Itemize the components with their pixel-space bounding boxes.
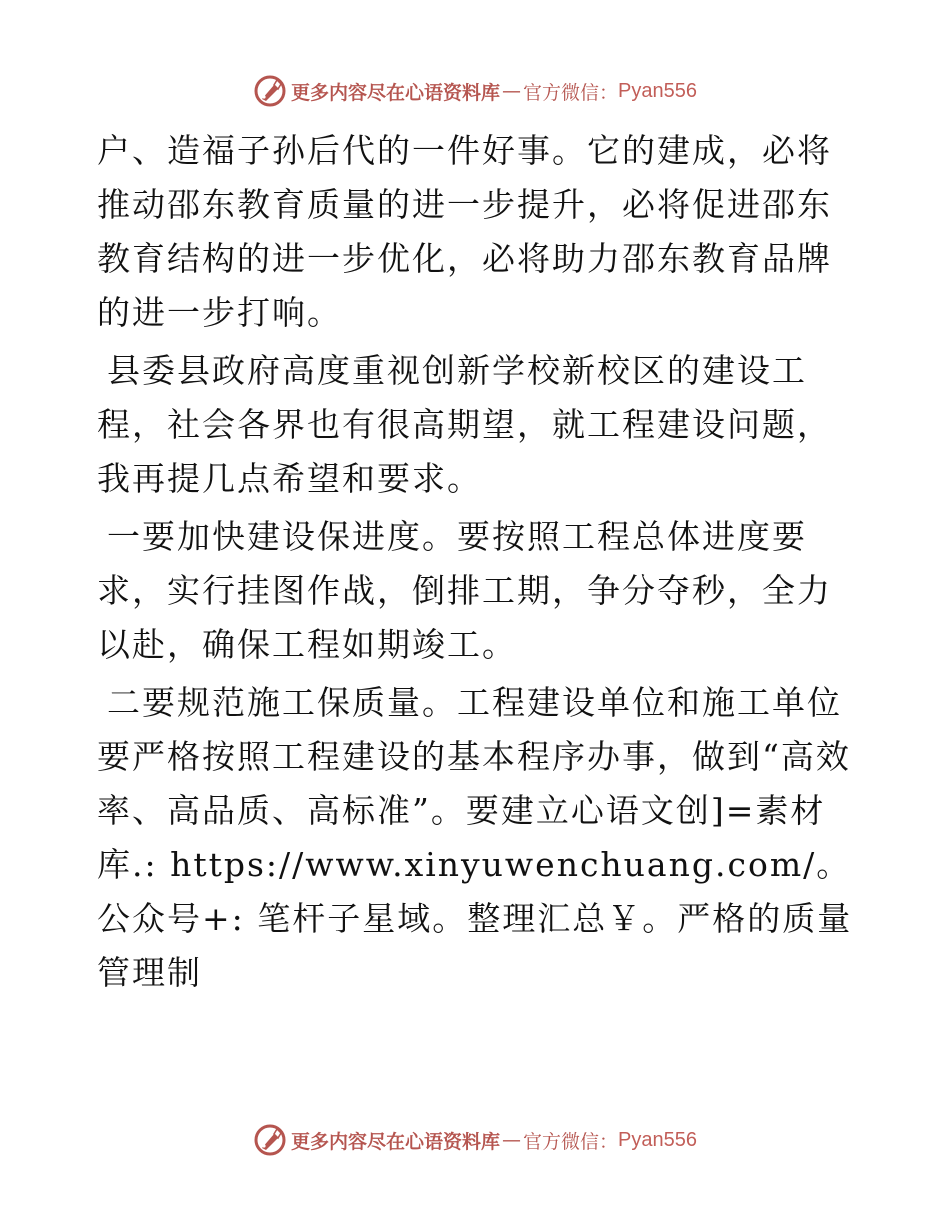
header-wechat-label: 官方微信： [523, 81, 619, 104]
pen-nib-logo-icon [253, 74, 287, 108]
paragraph-3: 一要加快建设保进度。要按照工程总体进度要求，实行挂图作战，倒排工期，争分夺秒，全力以赴，确保工程如期竣工。 [97, 517, 832, 664]
paragraph-4: 二要规范施工保质量。工程建设单位和施工单位要严格按照工程建设的基本程序办事，做到“高效率、高品质、高标准”。要建立心语文创]=素材库.: https://www.xinyuwenchuang.com/。公众号+: 笔杆子星域。整理汇总￥。严格的质量管理制 [97, 683, 853, 992]
footer-wechat-label: 官方微信： [523, 1130, 619, 1153]
paragraph-1: 户、造福子孙后代的一件好事。它的建成，必将推动邵东教育质量的进一步提升，必将促进邵东教育结构的进一步优化，必将助力邵东教育品牌的进一步打响。 [97, 131, 832, 332]
footer-slogan: 更多内容尽在心语资料库 [291, 1130, 501, 1153]
header-dash: — [502, 80, 522, 102]
footer-wechat-handle: Pyan556 [618, 1128, 697, 1151]
header-slogan: 更多内容尽在心语资料库 [291, 81, 501, 104]
footer-dash: — [502, 1129, 522, 1151]
pen-nib-logo-icon [253, 1123, 287, 1157]
header-wechat-handle: Pyan556 [618, 79, 697, 102]
paragraph-2: 县委县政府高度重视创新学校新校区的建设工程，社会各界也有很高期望，就工程建设问题，我再提几点希望和要求。 [97, 351, 832, 498]
footer-banner [0, 1120, 950, 1160]
document-body [97, 124, 857, 1004]
header-banner [0, 71, 950, 111]
